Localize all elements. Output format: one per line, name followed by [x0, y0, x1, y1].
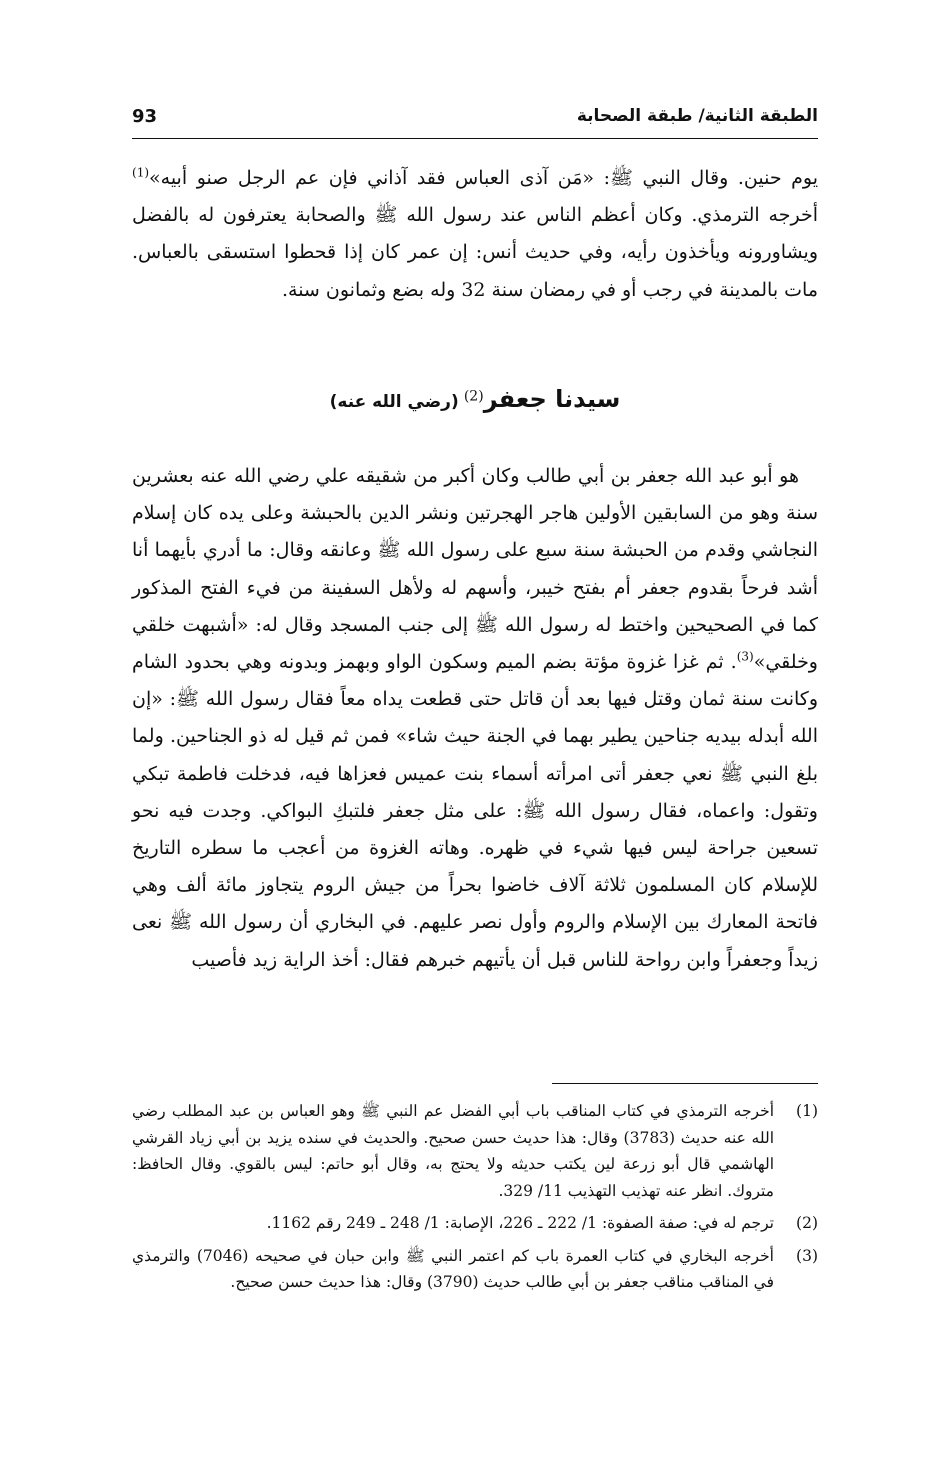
footnote-number: (1) — [796, 1102, 818, 1120]
page-number: 93 — [132, 106, 158, 127]
running-title: الطبقة الثانية/ طبقة الصحابة — [576, 106, 818, 126]
section-subtitle: (رضي الله عنه) — [329, 392, 459, 412]
footnote-3 — [132, 1243, 818, 1296]
footnote-marker-2[interactable]: (2) — [463, 388, 484, 405]
paragraph-1 — [132, 160, 818, 309]
paragraph-1-text: يوم حنين. وقال النبي ﷺ: «مَن آذى العباس فقد آذاني فإن عم الرجل صنو أبيه» — [149, 167, 818, 189]
header-rule — [132, 138, 818, 139]
footnote-number: (3) — [796, 1246, 818, 1265]
footnotes — [132, 1098, 818, 1302]
paragraph-2-text: هو أبو عبد الله جعفر بن أبي طالب وكان أكبر من شقيقه علي رضي الله عنه بعشرين سنة وهو من السابقين الأولين هاجر الهجرتين ونشر الدين بالحبشة وعلى يده كان إسلام النجاشي وقدم من الحبشة سنة سبع على رسول الله ﷺ وعانقه وقال: ما أدري بأيهما أنا أشد فرحاً بقدوم جعفر أم بفتح خيبر، وأسهم له ولأهل السفينة من فيء الفتح المذكور كما في الصحيحين واختط له رسول الله ﷺ إلى جنب المسجد وقال له: «أشبهت خلقي وخلقي» — [132, 465, 818, 674]
paragraph-1-text-after: أخرجه الترمذي. وكان أعظم الناس عند رسول الله ﷺ والصحابة يعترفون له بالفضل ويشاورونه ويأخذون رأيه، وفي حديث أنس: إن عمر كان إذا قحطوا استسقى بالعباس. مات بالمدينة في رجب أو في رمضان سنة 32 وله بضع وثمانون سنة. — [132, 204, 818, 301]
footnote-text: ترجم له في: صفة الصفوة: 1/ 222 ـ 226، الإصابة: 1/ 248 ـ 249 رقم 1162. — [266, 1214, 774, 1232]
footnote-2 — [132, 1210, 818, 1237]
paragraph-2 — [132, 458, 818, 979]
footnote-number: (2) — [796, 1214, 818, 1232]
footnote-marker-1[interactable]: (1) — [132, 165, 150, 180]
footnote-1 — [132, 1098, 818, 1204]
section-title: سيدنا جعفر — [483, 385, 621, 413]
footnote-rule — [552, 1083, 818, 1084]
section-heading — [132, 385, 818, 413]
footnote-text: أخرجه البخاري في كتاب العمرة باب كم اعتمر النبي ﷺ وابن حبان في صحيحه (7046) والترمذي في المناقب مناقب جعفر بن أبي طالب حديث (3790) وقال: هذا حديث حسن صحيح. — [132, 1246, 774, 1291]
footnote-text: أخرجه الترمذي في كتاب المناقب باب أبي الفضل عم النبي ﷺ وهو العباس بن عبد المطلب رضي الله عنه حديث (3783) وقال: هذا حديث حسن صحيح. والحديث في سنده يزيد بن أبي زياد القرشي الهاشمي قال أبو زرعة لين يكتب حديثه ولا يحتج به، وقال أبو حاتم: ليس بالقوي. وقال الحافظ: متروك. انظر عنه تهذيب التهذيب 11/ 329. — [132, 1102, 774, 1200]
footnote-marker-3[interactable]: (3) — [736, 649, 754, 664]
paragraph-2-text-after: . ثم غزا غزوة مؤتة بضم الميم وسكون الواو وبهمز وبدونه وهي بحدود الشام وكانت سنة ثمان وقتل فيها بعد أن قاتل حتى قطعت يداه معاً فقال رسول الله ﷺ: «إن الله أبدله بيديه جناحين يطير بهما في الجنة حيث شاء» فمن ثم قيل له ذو الجناحين. ولما بلغ النبي ﷺ نعي جعفر أتى امرأته أسماء بنت عميس فعزاها فيه، فدخلت فاطمة تبكي وتقول: واعماه، فقال رسول الله ﷺ: على مثل جعفر فلتبكِ البواكي. وجدت فيه نحو تسعين جراحة ليس فيها شيء في ظهره. وهاته الغزوة من أعجب ما سطره التاريخ للإسلام كان المسلمون ثلاثة آلاف خاضوا بحراً من جيش الروم يتجاوز مائة ألف وهي فاتحة المعارك بين الإسلام والروم وأول نصر عليهم. في البخاري أن رسول الله ﷺ نعى زيداً وجعفراً وابن رواحة للناس قبل أن يأتيهم خبرهم فقال: أخذ الراية زيد فأصيب — [132, 651, 818, 971]
running-head — [132, 96, 818, 136]
